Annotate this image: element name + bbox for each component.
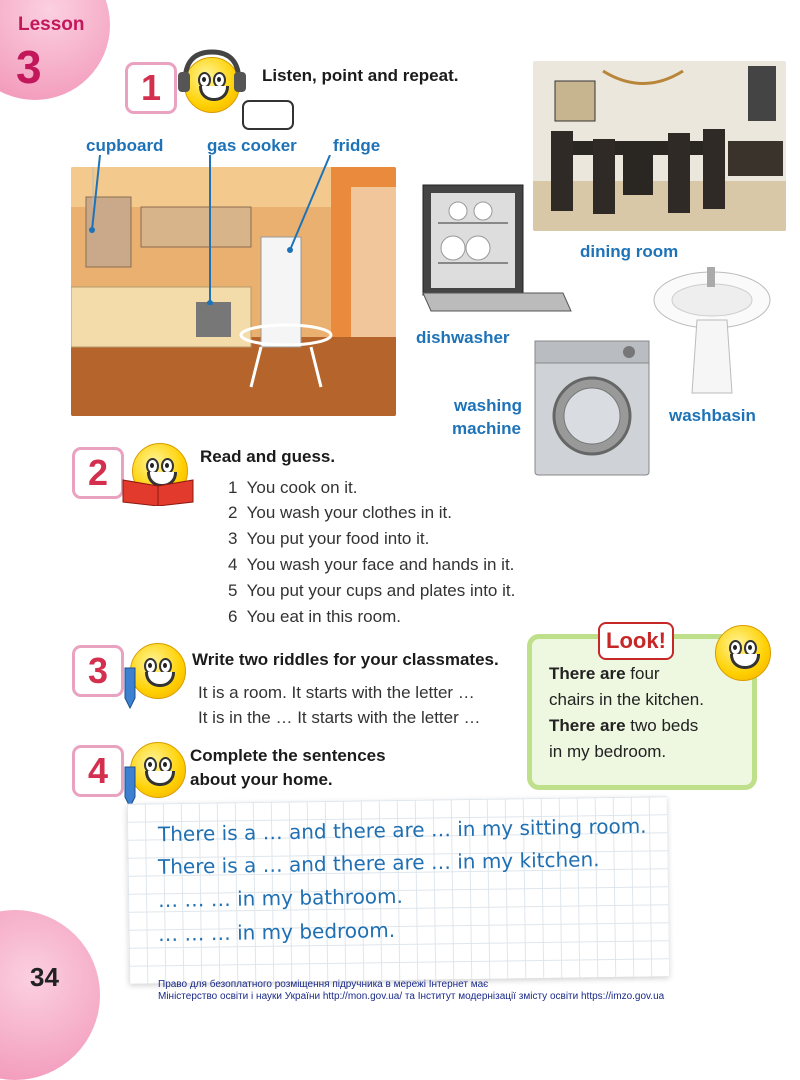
- dishwasher-illustration: [413, 183, 573, 315]
- washing-machine-image: [534, 340, 650, 476]
- riddle-item: 6 You eat in this room.: [228, 607, 401, 626]
- riddle-item: 5 You put your cups and plates into it.: [228, 581, 516, 600]
- riddle-template-line: It is a room. It starts with the letter …: [198, 683, 475, 702]
- copyright-line-1: Право для безоплатного розміщення підручника в мережі Інтернет має: [158, 979, 489, 990]
- reading-smiley-icon: [132, 443, 188, 499]
- exercise-3-number: 3: [72, 645, 124, 697]
- washbasin-illustration: [652, 265, 772, 395]
- handwritten-line: There is a … and there are … in my sitting room.: [157, 813, 647, 847]
- exercise-4-heading-line-2: about your home.: [190, 770, 333, 789]
- label-gas-cooker: gas cooker: [207, 136, 297, 155]
- handwritten-line: There is a … and there are … in my kitchen.: [157, 847, 600, 879]
- label-machine: machine: [452, 419, 521, 438]
- riddle-item: 1 You cook on it.: [228, 478, 358, 497]
- exercise-2-number: 2: [72, 447, 124, 499]
- exercise-1-heading: Listen, point and repeat.: [262, 66, 459, 85]
- writing-smiley-icon: [130, 742, 186, 798]
- washing-machine-illustration: [534, 340, 650, 476]
- label-dining-room: dining room: [580, 242, 679, 261]
- exercise-1-number: 1: [125, 62, 177, 114]
- label-dishwasher: dishwasher: [416, 328, 510, 347]
- book-icon: [121, 476, 195, 506]
- handwritten-line: … … … in my bedroom.: [157, 917, 396, 947]
- headphones-icon: [177, 48, 247, 98]
- exercise-4-heading-line-1: Complete the sentences: [190, 746, 386, 765]
- exercise-2-heading: Read and guess.: [200, 447, 336, 466]
- writing-smiley-icon: [130, 643, 186, 699]
- look-line-3: There are two beds: [549, 716, 699, 735]
- lesson-number: 3: [16, 41, 42, 93]
- lesson-label: Lesson: [18, 14, 85, 35]
- audio-track-bubble[interactable]: [242, 100, 294, 130]
- riddle-template-line: It is in the … It starts with the letter …: [198, 708, 481, 727]
- look-line-2: chairs in the kitchen.: [549, 690, 704, 709]
- pencil-icon: [117, 666, 141, 710]
- riddle-item: 2 You wash your clothes in it.: [228, 503, 452, 522]
- riddle-item: 4 You wash your face and hands in it.: [228, 555, 515, 574]
- copyright-line-2: Міністерство освіти і науки України http://mon.gov.ua/ та Інститут модернізації змісту освіти https://imzo.gov.ua: [158, 991, 665, 1002]
- pointing-smiley-icon: [715, 625, 771, 681]
- handwritten-line: … … … in my bathroom.: [157, 883, 404, 913]
- look-title: Look!: [598, 622, 674, 660]
- exercise-3-heading: Write two riddles for your classmates.: [192, 650, 499, 669]
- look-line-4: in my bedroom.: [549, 742, 667, 761]
- pencil-icon: [117, 765, 141, 809]
- label-washbasin: washbasin: [669, 406, 756, 425]
- exercise-4-number: 4: [72, 745, 124, 797]
- washbasin-image: [652, 265, 772, 395]
- label-pointer-lines: [80, 155, 340, 305]
- dishwasher-image: [413, 183, 573, 315]
- page-number-background: [0, 910, 100, 1080]
- label-washing: washing: [454, 396, 523, 415]
- riddle-item: 3 You put your food into it.: [228, 529, 430, 548]
- page-number: 34: [30, 962, 59, 992]
- label-fridge: fridge: [333, 136, 381, 155]
- label-cupboard: cupboard: [86, 136, 164, 155]
- look-line-1: There are four: [549, 664, 660, 683]
- headphones-smiley-icon: [184, 57, 240, 113]
